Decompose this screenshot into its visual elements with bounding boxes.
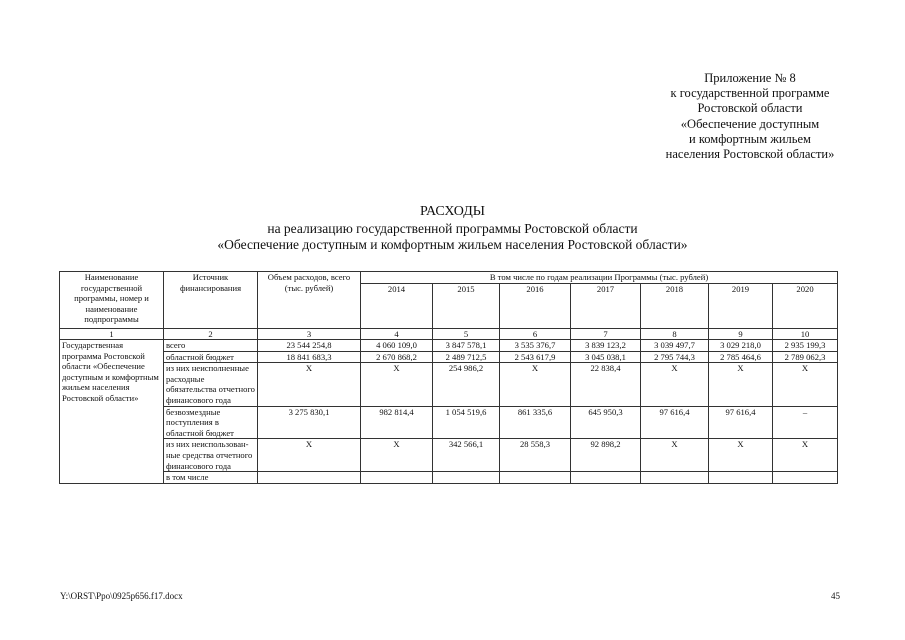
source-cell: всего [164,340,258,352]
value-cell: 254 986,2 [433,363,500,406]
value-cell: 2 543 617,9 [500,351,571,363]
header-year: 2020 [773,284,838,329]
value-cell: 28 558,3 [500,439,571,472]
total-cell: 23 544 254,8 [258,340,361,352]
value-cell: 4 060 109,0 [361,340,433,352]
value-cell: 2 789 062,3 [773,351,838,363]
annex-line: Приложение № 8 [704,71,796,85]
value-cell: Х [709,363,773,406]
total-cell: 18 841 683,3 [258,351,361,363]
header-total: Объем расходов, всего (тыс. рублей) [258,272,361,329]
footer-file-path: Y:\ORST\Ppo\0925p656.f17.docx [60,591,183,601]
total-cell [258,472,361,484]
annex-line: к государственной программе [670,86,830,101]
value-cell: 22 838,4 [571,363,641,406]
value-cell: – [773,406,838,439]
value-cell: 3 039 497,7 [641,340,709,352]
value-cell: Х [641,439,709,472]
column-number: 8 [641,329,709,340]
header-year: 2014 [361,284,433,329]
value-cell: 2 670 868,2 [361,351,433,363]
header-source: Источник финансирования [164,272,258,329]
header-year: 2016 [500,284,571,329]
value-cell: 2 489 712,5 [433,351,500,363]
value-cell: 3 839 123,2 [571,340,641,352]
column-number: 1 [60,329,164,340]
value-cell: 97 616,4 [709,406,773,439]
source-cell: из них неисполненные расходные обязательства отчетного финансового года [164,363,258,406]
column-number: 3 [258,329,361,340]
header-year: 2019 [709,284,773,329]
value-cell: 97 616,4 [641,406,709,439]
value-cell: 342 566,1 [433,439,500,472]
header-year: 2015 [433,284,500,329]
column-number: 7 [571,329,641,340]
value-cell: 2 795 744,3 [641,351,709,363]
source-cell: областной бюджет [164,351,258,363]
program-name-cell: Государственная программа Ростовской области «Обеспечение доступным и комфортным жильем населения Ростовской области» [60,340,164,484]
table-row [60,351,838,363]
column-number: 2 [164,329,258,340]
column-number: 6 [500,329,571,340]
value-cell: 92 898,2 [571,439,641,472]
annex-line: Ростовской области [697,101,803,116]
annex-line: населения Ростовской области» [665,147,835,162]
header-name: Наименование государственной программы, номер и наименование подпрограммы [60,272,164,329]
table-row [60,439,838,472]
value-cell: Х [709,439,773,472]
document-subtitle: на реализацию государственной программы Ростовской области [267,220,638,236]
table-row [60,472,838,484]
column-number: 4 [361,329,433,340]
value-cell [709,472,773,484]
value-cell: Х [773,439,838,472]
value-cell: 2 935 199,3 [773,340,838,352]
value-cell [641,472,709,484]
program-title: «Обеспечение доступным и комфортным жильем населения Ростовской области» [217,237,688,252]
value-cell [500,472,571,484]
table-row [60,340,838,352]
annex-line: и комфортным жильем [689,131,811,146]
value-cell [571,472,641,484]
value-cell: Х [361,363,433,406]
column-number: 10 [773,329,838,340]
header-year: 2018 [641,284,709,329]
table-row [60,363,838,406]
document-heading [0,204,905,254]
column-numbers-row [60,329,838,340]
header-row [60,272,838,284]
document-title: РАСХОДЫ [420,204,485,219]
value-cell [433,472,500,484]
value-cell [361,472,433,484]
value-cell: 982 814,4 [361,406,433,439]
total-cell: 3 275 830,1 [258,406,361,439]
value-cell: 3 847 578,1 [433,340,500,352]
source-cell: безвозмездные поступления в областной бюджет [164,406,258,439]
header-years-caption: В том числе по годам реализации Программы (тыс. рублей) [361,272,838,284]
annex-block [600,71,900,162]
annex-line: «Обеспечение доступным [680,116,820,131]
value-cell: Х [773,363,838,406]
value-cell [773,472,838,484]
value-cell: 3 029 218,0 [709,340,773,352]
expenses-table [59,271,838,484]
value-cell: 861 335,6 [500,406,571,439]
total-cell: Х [258,439,361,472]
total-cell: Х [258,363,361,406]
source-cell: в том числе [164,472,258,484]
value-cell: Х [361,439,433,472]
value-cell: 3 535 376,7 [500,340,571,352]
table-row [60,406,838,439]
value-cell: 1 054 519,6 [433,406,500,439]
value-cell: Х [500,363,571,406]
source-cell: из них неиспользован-ные средства отчетного финансового года [164,439,258,472]
value-cell: 3 045 038,1 [571,351,641,363]
value-cell: 645 950,3 [571,406,641,439]
page-number: 45 [831,591,840,601]
column-number: 9 [709,329,773,340]
value-cell: Х [641,363,709,406]
value-cell: 2 785 464,6 [709,351,773,363]
column-number: 5 [433,329,500,340]
header-year: 2017 [571,284,641,329]
